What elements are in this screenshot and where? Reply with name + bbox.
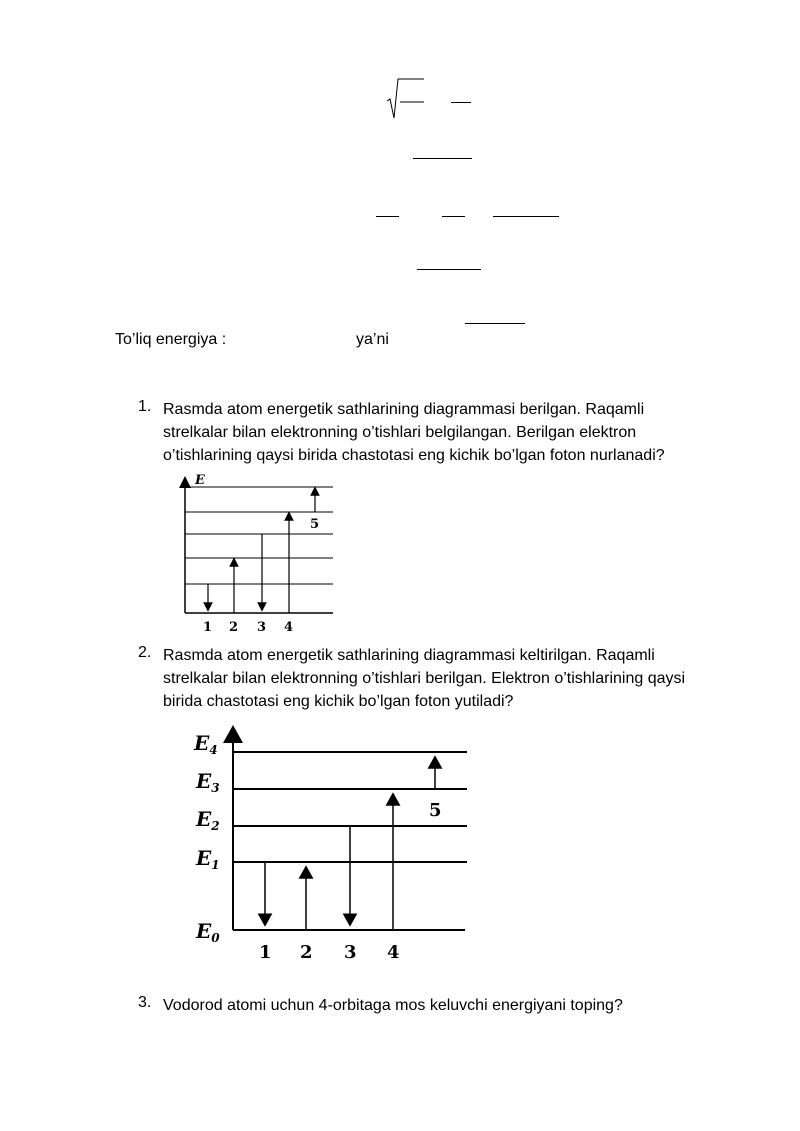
- question-line: Vodorod atomi uchun 4-orbitaga mos keluvchi energiyani toping?: [163, 997, 623, 1014]
- energy-diagram-2: [190, 722, 480, 970]
- level-label-e2: $E_2$: [196, 807, 220, 833]
- question-number: 1.: [138, 398, 152, 415]
- question-text: [163, 398, 665, 467]
- fraction-bar: [465, 323, 525, 324]
- fraction-bar: [417, 269, 481, 270]
- energy-label: To’liq energiya :: [115, 331, 227, 348]
- level-label-e3: $E_3$: [196, 769, 220, 795]
- fraction-bar: [376, 216, 399, 217]
- arrow-label: 4: [284, 620, 294, 635]
- arrow-label: 2: [229, 620, 239, 635]
- question-number: 2.: [138, 644, 152, 661]
- arrow-label: 1: [259, 942, 272, 963]
- question-number: 3.: [138, 994, 152, 1011]
- energy-diagram-1: [175, 470, 340, 640]
- arrow-label: 1: [203, 620, 213, 635]
- level-label-e0: $E_0$: [196, 919, 220, 945]
- axis-label: E: [195, 473, 205, 488]
- fraction-bar: [413, 158, 472, 159]
- question-line: o’tishlarining qaysi birida chastotasi eng kichik bo’lgan foton nurlanadi?: [163, 447, 665, 464]
- sqrt-symbol: [384, 76, 434, 122]
- level-label-e1: $E_1$: [196, 846, 220, 872]
- question-line: strelkalar bilan elektronning o’tishlari belgilangan. Berilgan elektron: [163, 424, 637, 441]
- fraction-bar: [493, 216, 559, 217]
- arrow-label: 2: [300, 942, 313, 963]
- fraction-bar: [451, 102, 471, 103]
- arrow-label: 3: [257, 620, 267, 635]
- question-line: Rasmda atom energetik sathlarining diagrammasi berilgan. Raqamli: [163, 401, 645, 418]
- arrow-label: 3: [344, 942, 357, 963]
- fraction-bar: [442, 216, 465, 217]
- question-line: birida chastotasi eng kichik bo’lgan foton yutiladi?: [163, 693, 514, 710]
- question-line: strelkalar bilan elektronning o’tishlari berilgan. Elektron o’tishlarining qaysi: [163, 670, 686, 687]
- question-text: [163, 644, 685, 713]
- energy-connector: ya’ni: [356, 331, 389, 348]
- question-line: Rasmda atom energetik sathlarining diagrammasi keltirilgan. Raqamli: [163, 647, 655, 664]
- arrow-label: 5: [429, 800, 442, 821]
- arrow-label: 4: [387, 942, 400, 963]
- question-text: [163, 994, 623, 1017]
- arrow-label: 5: [310, 517, 320, 532]
- level-label-e4: $E_4$: [194, 731, 218, 757]
